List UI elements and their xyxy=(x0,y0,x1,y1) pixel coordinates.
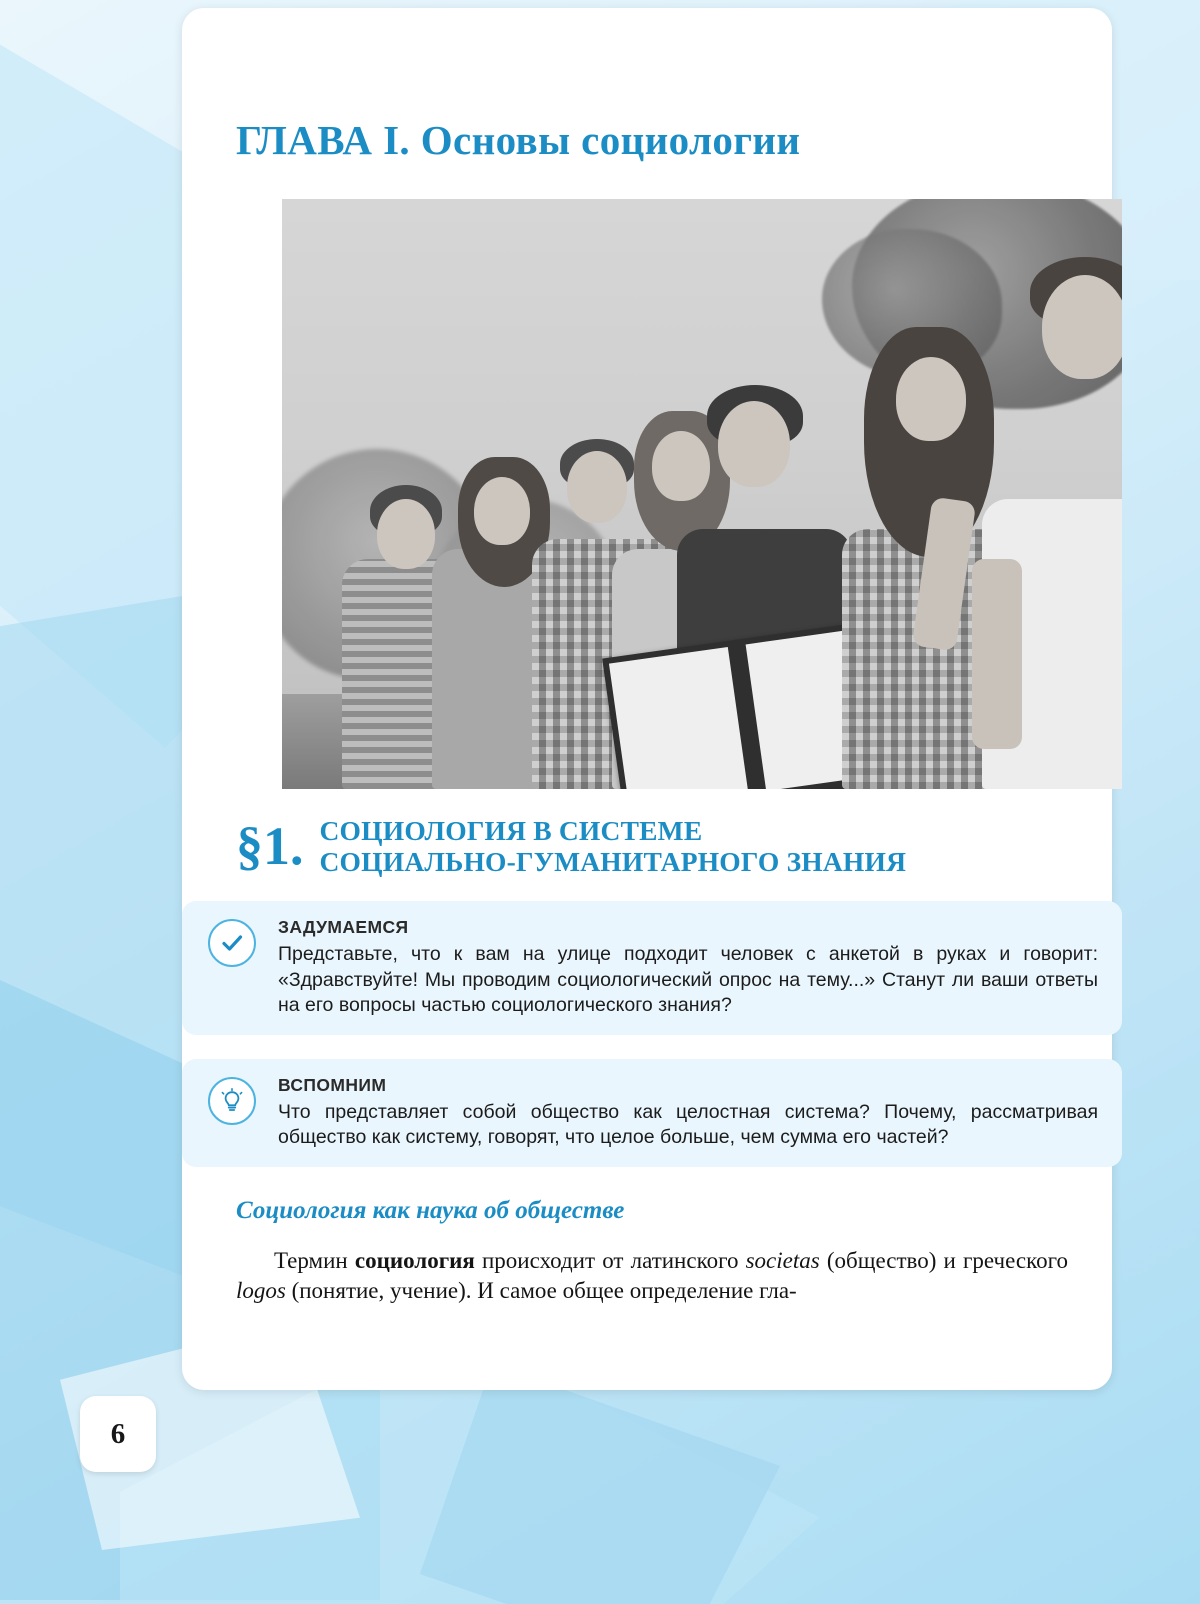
para-part-3: происходит от латинского xyxy=(474,1247,746,1273)
section-title-line-2: СОЦИАЛЬНО-ГУМАНИТАРНОГО ЗНАНИЯ xyxy=(319,846,907,878)
para-greek-logos: logos xyxy=(236,1277,286,1303)
callout-vspomnim xyxy=(182,1059,1122,1167)
chapter-title: ГЛАВА I. Основы социологии xyxy=(236,117,801,163)
page-number: 6 xyxy=(80,1396,156,1472)
callout-text: Что представляет собой общество как целостная система? Почему, рассматривая общество как систему, говорят, что целое больше, чем сумма его частей? xyxy=(278,1100,1098,1149)
section-title xyxy=(320,815,907,877)
page-content xyxy=(232,8,1098,1390)
para-part-7: (понятие, учение). И самое общее определение гла- xyxy=(285,1277,797,1303)
callout-label: ВСПОМНИМ xyxy=(278,1074,387,1095)
para-latin-societas: societas xyxy=(745,1247,820,1273)
chapter-photo xyxy=(282,199,1122,789)
para-part-1: Термин xyxy=(274,1247,355,1273)
para-part-5: (общество) и греческого xyxy=(819,1247,1068,1273)
section-sign: §1. xyxy=(236,816,304,877)
section-heading xyxy=(236,815,1068,877)
callout-text: Представьте, что к вам на улице подходит человек с анкетой в руках и говорит: «Здравствуйте! Мы проводим социологический опрос на тему...» Станут ли ваши ответы на его вопросы частью социологического знания? xyxy=(278,943,1098,1017)
page-sheet xyxy=(182,8,1112,1390)
lightbulb-icon xyxy=(208,1077,256,1125)
photo-canvas xyxy=(282,199,1122,789)
para-term-sociology: социология xyxy=(354,1247,475,1273)
callout-zadumaemsya xyxy=(182,901,1122,1035)
body-paragraph xyxy=(236,1246,1068,1307)
body-subheading: Социология как наука об обществе xyxy=(236,1196,625,1224)
check-circle-icon xyxy=(208,919,256,967)
callout-label: ЗАДУМАЕМСЯ xyxy=(278,917,409,938)
section-title-line-1: СОЦИОЛОГИЯ В СИСТЕМЕ xyxy=(319,815,703,846)
